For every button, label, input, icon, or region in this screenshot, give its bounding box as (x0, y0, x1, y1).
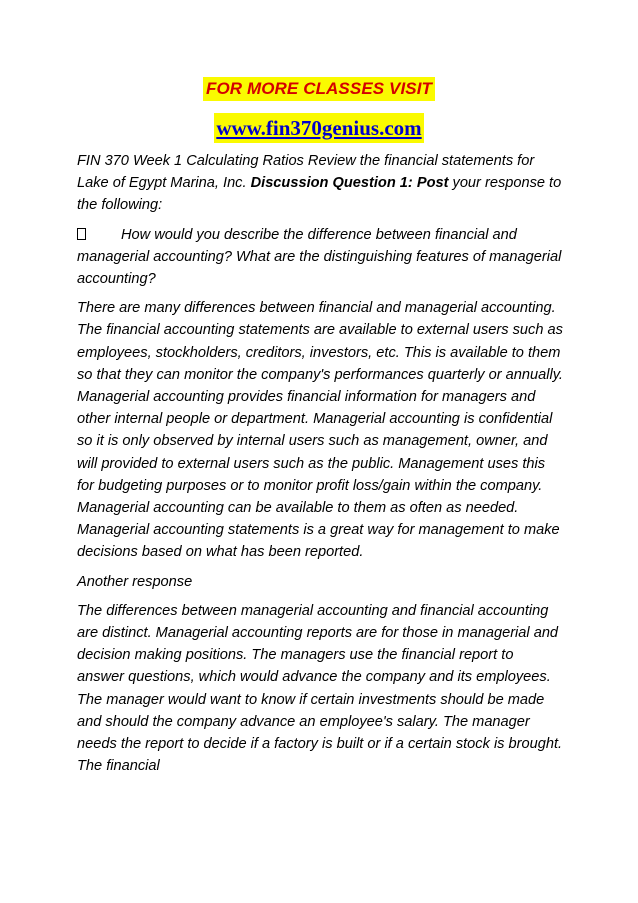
document-body (77, 150, 563, 784)
promo-header (0, 77, 638, 101)
missing-glyph-icon (77, 228, 86, 240)
intro-text: FIN 370 Week 1 Calculating Ratios Review the financial statements for Lake of Egypt Marina, Inc. (77, 153, 535, 192)
promo-text: FOR MORE CLASSES VISIT (203, 77, 435, 101)
discussion-label: Discussion Question 1: Post (250, 175, 449, 192)
intro-paragraph (77, 150, 563, 217)
answer-paragraph-1: There are many differences between financial and managerial accounting. The financial accounting statements are available to external users such as employees, stockholders, creditors, investors, etc. This is available to them so that they can monitor the company's performances quarterly or annually. Managerial accounting provides financial information for managers and other internal people or department. Managerial accounting is confidential so it is only observed by internal users such as management, owner, and will provided to external users such as the public. Management uses this for budgeting purposes or to monitor profit loss/gain within the company. Managerial accounting can be available to them as often as needed. Managerial accounting statements is a great way for management to make decisions based on what has been reported. (77, 300, 563, 561)
url-header (0, 113, 638, 143)
answer-paragraph-2: The differences between managerial accounting and financial accounting are distinct. Managerial accounting reports are for those in managerial and decision making positions. The managers use the financial report to answer questions, which would advance the company and its employees. The manager would want to know if certain investments should be made and should the company advance an employee's salary. The manager needs the report to decide if a factory is built or if a certain stock is brought. The financial (77, 602, 563, 775)
question-paragraph (77, 224, 563, 291)
question-text: How would you describe the difference between financial and managerial accounting? What are the distinguishing features of managerial accounting? (77, 226, 562, 288)
website-link[interactable]: www.fin370genius.com (214, 113, 423, 143)
another-response-label: Another response (77, 573, 193, 590)
intro-suffix: your response to the following: (77, 175, 562, 214)
